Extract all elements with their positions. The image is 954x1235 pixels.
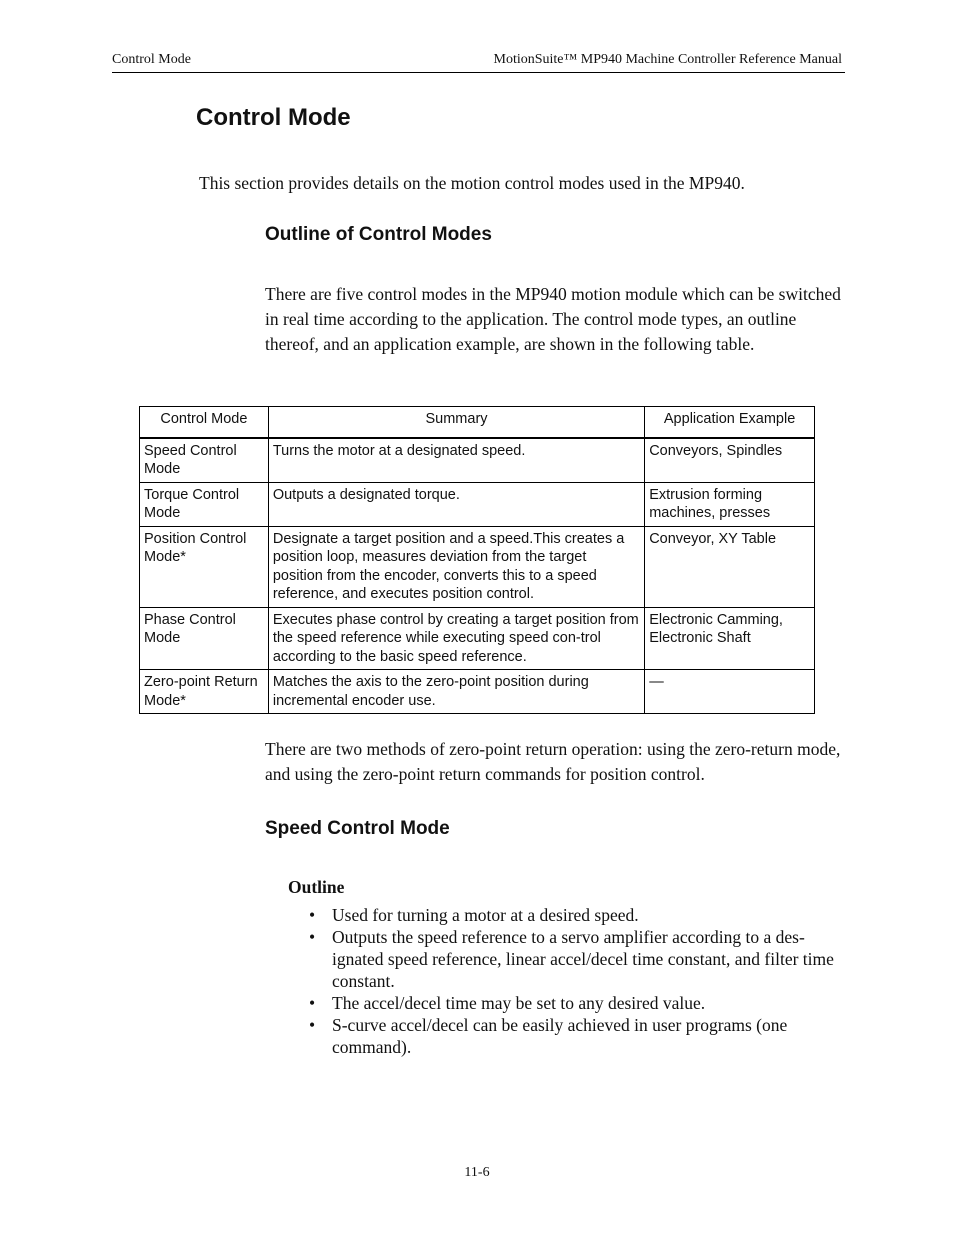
list-item: [309, 926, 839, 992]
list-item-text: Used for turning a motor at a desired speed.: [332, 905, 639, 925]
list-item-text: Outputs the speed reference to a servo amplifier according to a des-ignated speed reference, linear accel/decel time constant, and filter time constant.: [332, 927, 834, 991]
column-header: Summary: [268, 407, 644, 438]
table-cell: Turns the motor at a designated speed.: [268, 438, 644, 483]
table-cell: Conveyor, XY Table: [645, 526, 815, 607]
table-cell: Phase Control Mode: [140, 607, 269, 670]
table-cell: Position Control Mode*: [140, 526, 269, 607]
table-cell: Speed Control Mode: [140, 438, 269, 483]
bullet-icon: •: [309, 905, 316, 925]
intro-paragraph: This section provides details on the motion control modes used in the MP940.: [199, 173, 745, 193]
table-row: [140, 438, 815, 483]
outline-paragraph: There are five control modes in the MP940 motion module which can be switched in real time according to the application. The control mode types, an outline thereof, and an application example, are shown in the following table.: [265, 284, 841, 354]
bullet-icon: •: [309, 927, 316, 947]
table-row: [140, 670, 815, 714]
outline-heading: Outline of Control Modes: [265, 224, 492, 245]
table-cell: Conveyors, Spindles: [645, 438, 815, 483]
table-cell: Matches the axis to the zero-point position during incremental encoder use.: [268, 670, 644, 714]
page-number: 11-6: [464, 1165, 490, 1180]
header-rule: [112, 72, 845, 73]
table-cell: Designate a target position and a speed.This creates a position loop, measures deviation from the target position from the encoder, converts this to a speed reference, and executes position control.: [268, 526, 644, 607]
table-header-row: [140, 407, 815, 438]
table-row: [140, 526, 815, 607]
column-header: Application Example: [645, 407, 815, 438]
column-header: Control Mode: [140, 407, 269, 438]
list-item: [309, 992, 839, 1014]
running-header-manual-title: MotionSuite™ MP940 Machine Controller Reference Manual: [493, 52, 842, 67]
list-item-text: S-curve accel/decel can be easily achieved in user programs (one command).: [332, 1015, 788, 1057]
table-cell: Torque Control Mode: [140, 482, 269, 526]
table-cell: Electronic Camming, Electronic Shaft: [645, 607, 815, 670]
list-item: [309, 904, 839, 926]
bullet-icon: •: [309, 1015, 316, 1035]
page-title: Control Mode: [196, 104, 351, 131]
outline-subheading: Outline: [288, 877, 345, 897]
table-cell: Zero-point Return Mode*: [140, 670, 269, 714]
list-item-text: The accel/decel time may be set to any desired value.: [332, 993, 706, 1013]
bullet-icon: •: [309, 993, 316, 1013]
table-row: [140, 482, 815, 526]
table-cell: Executes phase control by creating a target position from the speed reference while executing speed con-trol according to the basic speed reference.: [268, 607, 644, 670]
zero-return-paragraph: There are two methods of zero-point return operation: using the zero-return mode, and using the zero-point return commands for position control.: [265, 739, 841, 784]
outline-bullet-list: [309, 904, 839, 1058]
table-cell: Extrusion forming machines, presses: [645, 482, 815, 526]
list-item: [309, 1014, 839, 1058]
control-modes-table: [139, 406, 815, 714]
table-cell: —: [645, 670, 815, 714]
running-header-section: Control Mode: [112, 52, 191, 67]
speed-control-heading: Speed Control Mode: [265, 818, 450, 839]
table-cell: Outputs a designated torque.: [268, 482, 644, 526]
table-row: [140, 607, 815, 670]
